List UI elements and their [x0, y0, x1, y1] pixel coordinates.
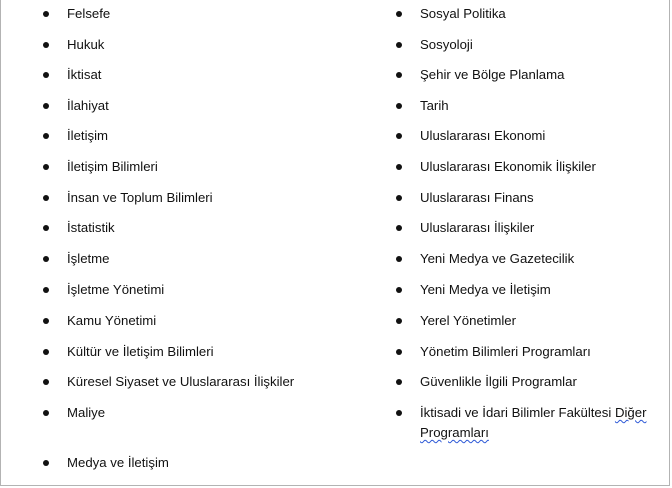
spellcheck-underlined-word: Diğer	[614, 405, 647, 420]
bullet-icon	[43, 318, 49, 324]
bullet-icon	[396, 42, 402, 48]
list-item-label: Tarih	[420, 97, 449, 113]
bullet-icon	[43, 11, 49, 17]
bullet-icon	[396, 164, 402, 170]
bullet-icon	[43, 195, 49, 201]
list-item-label: Yönetim Bilimleri Programları	[420, 343, 591, 359]
list-item-label: Uluslararası İlişkiler	[420, 220, 535, 235]
list-item-label: Kültür ve İletişim Bilimleri	[67, 343, 214, 359]
bullet-icon	[396, 287, 402, 293]
list-item-label-part: İktisadi ve İdari Bilimler Fakültesi	[420, 405, 615, 420]
list-item-label: Kamu Yönetimi	[67, 313, 157, 328]
list-item-label: Medya ve İletişim	[67, 455, 169, 470]
bullet-icon	[396, 133, 402, 139]
list-item-label: İlahiyat	[67, 97, 109, 113]
list-item-label: Yerel Yönetimler	[420, 313, 517, 328]
bullet-icon	[396, 410, 402, 416]
bullet-icon	[43, 164, 49, 170]
list-item-label: Küresel Siyaset ve Uluslararası İlişkiler	[67, 374, 295, 389]
list-item-label: İşletme Yönetimi	[67, 282, 165, 297]
bullet-icon	[43, 379, 49, 385]
list-item-label: Yeni Medya ve İletişim	[420, 282, 551, 297]
bullet-icon	[43, 42, 49, 48]
bullet-icon	[396, 318, 402, 324]
bullet-icon	[396, 379, 402, 385]
bullet-icon	[43, 72, 49, 78]
bullet-icon	[396, 195, 402, 201]
list-item-label: İnsan ve Toplum Bilimleri	[67, 189, 213, 205]
bullet-icon	[43, 256, 49, 262]
spellcheck-underlined-word: Programları	[420, 425, 489, 440]
bullet-icon	[396, 103, 402, 109]
list-item-label: Maliye	[67, 405, 106, 420]
bullet-icon	[43, 103, 49, 109]
list-item-label: İletişim Bilimleri	[67, 159, 158, 174]
list-item-label: Uluslararası Finans	[420, 189, 534, 205]
list-item-label: Sosyal Politika	[420, 6, 506, 21]
list-item-label	[420, 403, 665, 443]
list-item-label: İstatistik	[67, 220, 115, 235]
bullet-icon	[396, 72, 402, 78]
bullet-icon	[43, 460, 49, 466]
bullet-icon	[43, 225, 49, 231]
bullet-icon	[43, 133, 49, 139]
bullet-icon	[396, 256, 402, 262]
list-item-label: Hukuk	[67, 36, 105, 52]
bullet-icon	[396, 349, 402, 355]
list-item-label: Yeni Medya ve Gazetecilik	[420, 251, 575, 266]
bullet-icon	[396, 225, 402, 231]
list-item-label: Uluslararası Ekonomi	[420, 128, 546, 143]
list-item-label: Şehir ve Bölge Planlama	[420, 67, 565, 82]
list-item-label: İletişim	[67, 128, 109, 143]
list-item-label: Uluslararası Ekonomik İlişkiler	[420, 159, 596, 174]
list-item-label: Güvenlikle İlgili Programlar	[420, 374, 577, 389]
list-item-label: İşletme	[67, 251, 110, 266]
list-item-label: İktisat	[67, 67, 102, 82]
bullet-icon	[43, 349, 49, 355]
bullet-icon	[43, 410, 49, 416]
bullet-icon	[396, 11, 402, 17]
bullet-icon	[43, 287, 49, 293]
list-item-label: Felsefe	[67, 6, 111, 21]
list-item-label: Sosyoloji	[420, 36, 473, 52]
